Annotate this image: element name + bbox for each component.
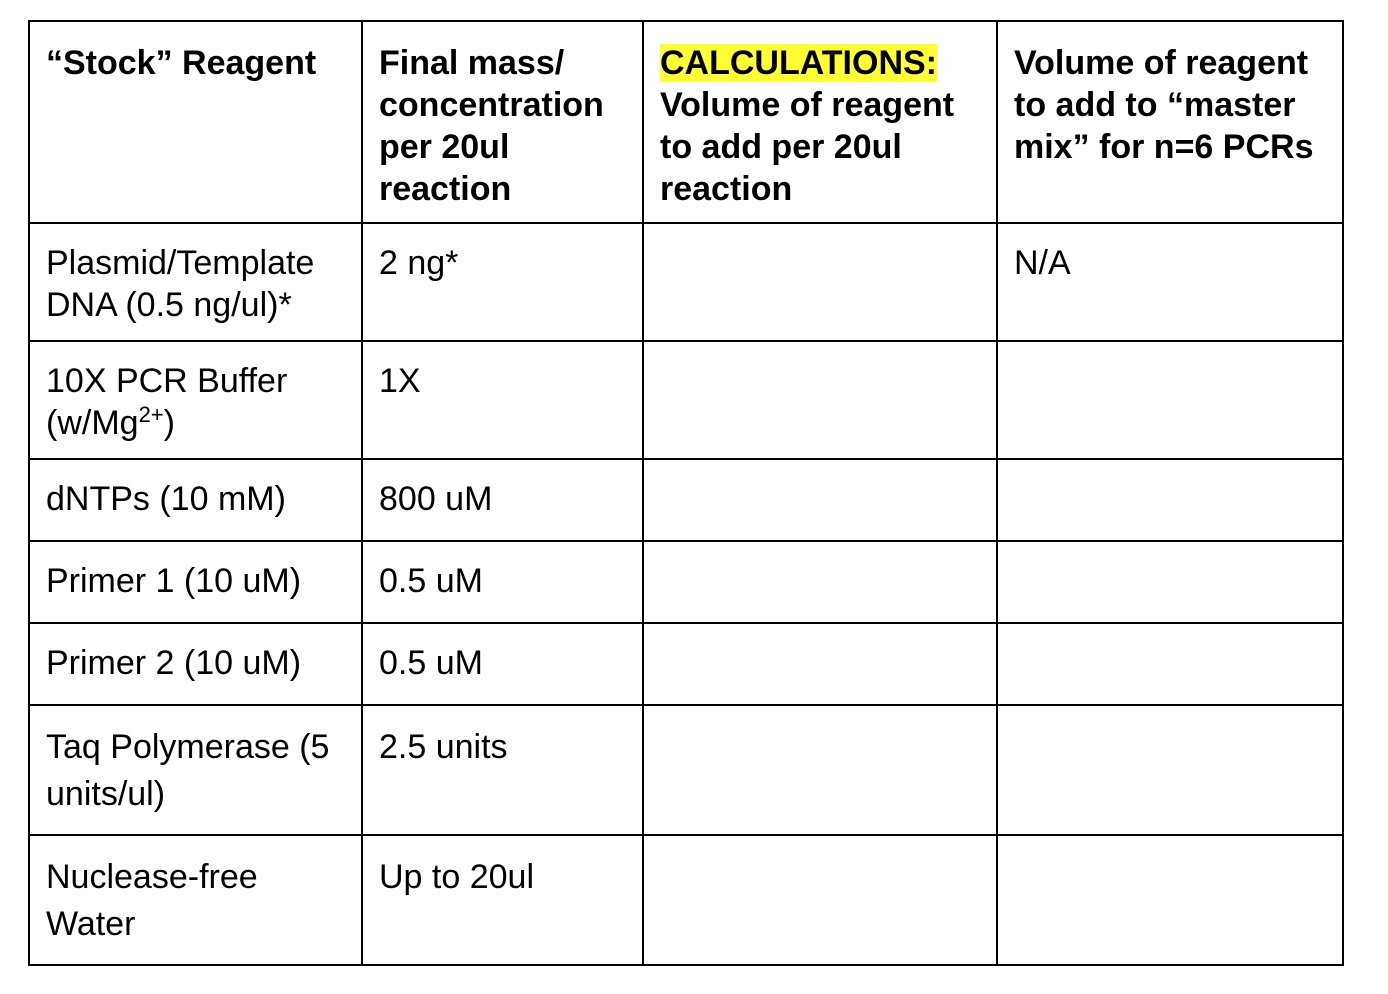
calc-cell[interactable] [643, 835, 997, 965]
header-final-concentration: Final mass/ concentration per 20ul reaction [362, 21, 643, 223]
reagent-cell: Primer 2 (10 uM) [29, 623, 362, 705]
reagent-cell: Plasmid/Template DNA (0.5 ng/ul)* [29, 223, 362, 341]
table-row [29, 623, 1343, 705]
reagent-cell: Taq Polymerase (5 units/ul) [29, 705, 362, 835]
reagent-text-end: ) [163, 404, 175, 442]
pcr-reagent-table [28, 20, 1344, 966]
header-row [29, 21, 1343, 223]
header-master-mix-volume: Volume of reagent to add to “master mix” for n=6 PCRs [997, 21, 1343, 223]
table-row [29, 705, 1343, 835]
calc-cell[interactable] [643, 541, 997, 623]
header-calculations [643, 21, 997, 223]
master-cell[interactable] [997, 835, 1343, 965]
calc-cell[interactable] [643, 223, 997, 341]
master-cell[interactable] [997, 623, 1343, 705]
calc-cell[interactable] [643, 623, 997, 705]
master-cell[interactable] [997, 541, 1343, 623]
header-stock-reagent: “Stock” Reagent [29, 21, 362, 223]
final-cell: 800 uM [362, 459, 643, 541]
reagent-superscript: 2+ [138, 402, 164, 427]
table-row [29, 341, 1343, 459]
calc-cell[interactable] [643, 705, 997, 835]
reagent-cell: Primer 1 (10 uM) [29, 541, 362, 623]
final-cell: 2.5 units [362, 705, 643, 835]
reagent-cell: dNTPs (10 mM) [29, 459, 362, 541]
final-cell: 0.5 uM [362, 623, 643, 705]
reagent-cell [29, 341, 362, 459]
table-row [29, 459, 1343, 541]
master-cell[interactable] [997, 459, 1343, 541]
table-row [29, 541, 1343, 623]
master-cell[interactable] [997, 705, 1343, 835]
final-cell: Up to 20ul [362, 835, 643, 965]
final-cell: 2 ng* [362, 223, 643, 341]
calculations-highlight: CALCULATIONS: [660, 44, 937, 82]
master-cell[interactable]: N/A [997, 223, 1343, 341]
calc-cell[interactable] [643, 341, 997, 459]
master-cell[interactable] [997, 341, 1343, 459]
reagent-cell: Nuclease-free Water [29, 835, 362, 965]
final-cell: 0.5 uM [362, 541, 643, 623]
calc-cell[interactable] [643, 459, 997, 541]
final-cell: 1X [362, 341, 643, 459]
reagent-text: 10X PCR Buffer (w/Mg [46, 362, 288, 442]
table-row [29, 835, 1343, 965]
table-row [29, 223, 1343, 341]
header-calculations-text: Volume of reagent to add per 20ul reaction [660, 86, 955, 208]
